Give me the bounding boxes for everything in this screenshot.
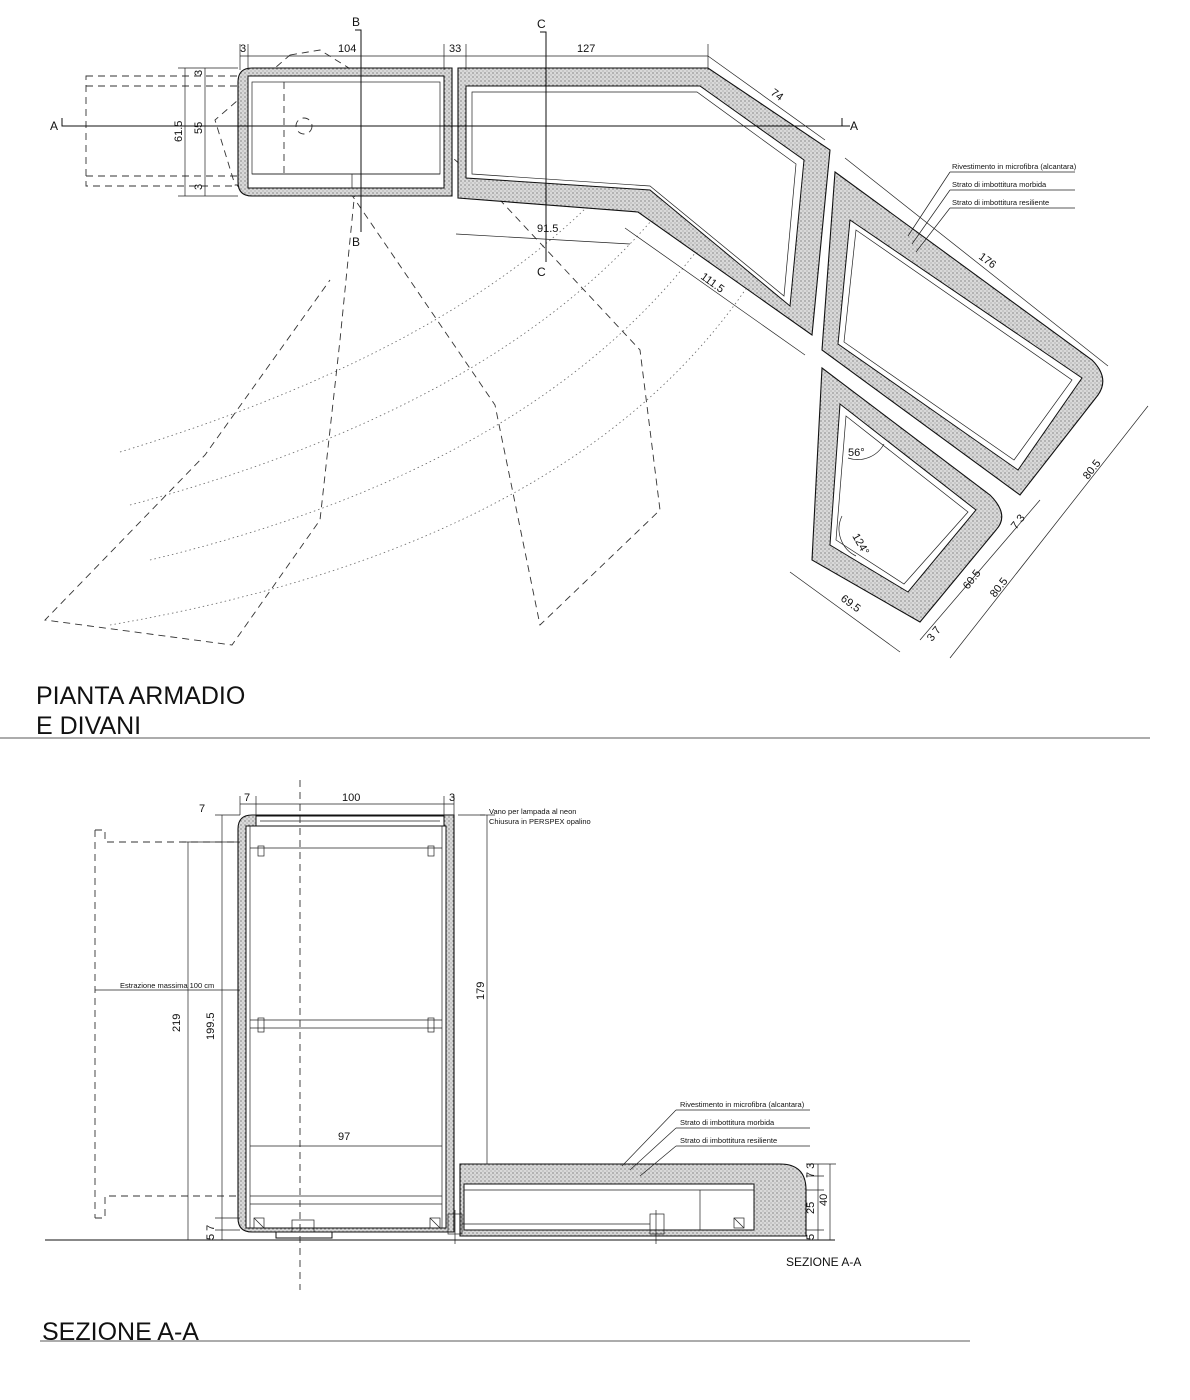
note-section-resilient: Strato di imbottitura resiliente: [680, 1136, 778, 1145]
dim-3-7: 3 7: [924, 624, 944, 644]
section-mark-c-bottom: C: [537, 265, 546, 279]
dim-3-left-bottom: 3: [193, 183, 205, 190]
dim-61-5: 61.5: [173, 120, 185, 142]
dim-104: 104: [338, 43, 357, 55]
dim-97: 97: [338, 1131, 351, 1143]
dim-127: 127: [577, 43, 596, 55]
section-view: [45, 780, 836, 1290]
dim-60-5: 60.5: [960, 567, 984, 592]
dim-176: 176: [976, 250, 999, 272]
note-plan-soft: Strato di imbottitura morbida: [952, 180, 1047, 189]
dim-69-5: 69.5: [838, 592, 863, 616]
note-plan-resilient: Strato di imbottitura resiliente: [952, 198, 1050, 207]
dim-3-left-top: 3: [193, 69, 205, 76]
angle-124-label: 124°: [849, 531, 872, 558]
note-plan-cover: Rivestimento in microfibra (alcantara): [952, 162, 1077, 171]
plan-title-line-2: E DIVANI: [36, 712, 142, 740]
dim-3-sec: 3: [449, 792, 456, 804]
dim-7-3: 7 3: [1008, 512, 1028, 532]
note-section-soft: Strato di imbottitura morbida: [680, 1118, 775, 1127]
dim-5-right: 5: [805, 1233, 817, 1240]
rotated-sofa-ghost: [45, 190, 355, 645]
dim-219: 219: [171, 1013, 183, 1032]
dim-7-3-right: 7 3: [805, 1162, 817, 1178]
section-mark-a-right: A: [850, 119, 859, 133]
wheel-base: [276, 1232, 332, 1238]
dim-179: 179: [475, 981, 487, 1000]
note-lamp-1: Vano per lampada al neon: [489, 807, 577, 816]
section-title: SEZIONE A-A: [42, 1318, 199, 1346]
dim-40: 40: [818, 1193, 830, 1206]
dim-7-b: 7: [244, 792, 251, 804]
dim-80-5-inner: 80.5: [987, 575, 1011, 600]
section-mark-c-top: C: [537, 17, 546, 31]
dim-5-7: 5 7: [205, 1224, 217, 1240]
plan-title-line-1: PIANTA ARMADIO: [36, 682, 246, 710]
dim-3-top: 3: [240, 43, 247, 55]
dim-111-5: 111.5: [698, 270, 727, 296]
dim-33: 33: [449, 43, 462, 55]
dim-25: 25: [805, 1201, 817, 1214]
note-section-cover: Rivestimento in microfibra (alcantara): [680, 1100, 805, 1109]
dim-100: 100: [342, 792, 361, 804]
wardrobe-carcass: [248, 76, 444, 188]
note-extraction: Estrazione massima 100 cm: [120, 981, 215, 990]
section-mark-a-left: A: [50, 119, 59, 133]
dim-80-5-outer: 80.5: [1080, 457, 1104, 482]
angle-56-label: 56°: [848, 447, 865, 459]
section-mark-b-top: B: [352, 15, 361, 29]
plan-view: [45, 30, 1148, 658]
dim-55: 55: [193, 121, 205, 134]
dim-199-5: 199.5: [205, 1012, 217, 1040]
section-label-small: SEZIONE A-A: [786, 1255, 862, 1269]
dim-74: 74: [768, 86, 786, 104]
note-lamp-2: Chiusura in PERSPEX opalino: [489, 817, 591, 826]
dim-7-top: 7: [199, 803, 206, 815]
dim-91-5: 91.5: [537, 223, 559, 235]
section-mark-b-bottom: B: [352, 235, 361, 249]
